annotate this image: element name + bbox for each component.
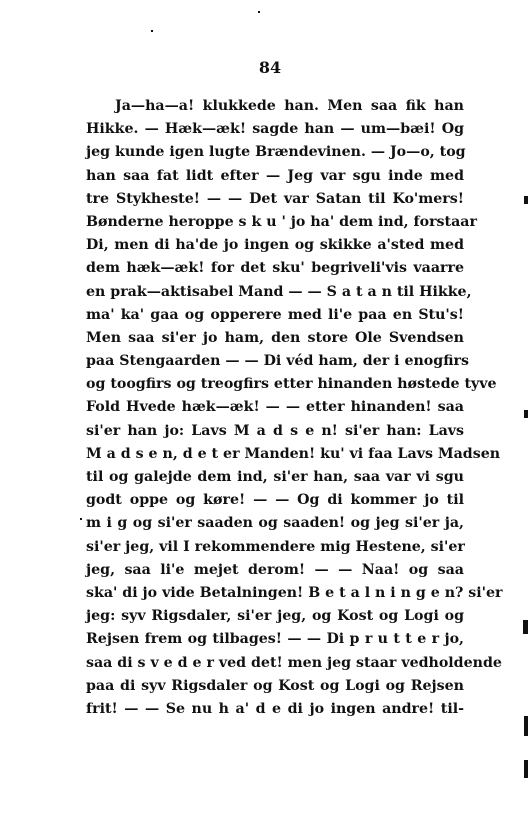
text-line: Rejsen frem og tilbages! — — Di p r u t t e r jo, xyxy=(86,631,464,648)
edge-mark xyxy=(523,620,528,634)
text-line: han saa fat lidt efter — Jeg var sgu inde med xyxy=(86,167,464,184)
text-line: ska' di jo vide Betalningen! B e t a l n i n g e n? si'er xyxy=(86,584,503,601)
text-line: Men saa si'er jo ham, den store Ole Svendsen xyxy=(86,329,464,346)
text-line: jeg kunde igen lugte Brændevinen. — Jo—o, tog xyxy=(86,144,466,161)
text-line: tre Stykheste! — — Det var Satan til Ko'mers! xyxy=(86,190,464,207)
edge-mark xyxy=(524,196,528,204)
text-line: dem hæk—æk! for det sku' begriveli'vis vaarre xyxy=(86,260,464,277)
text-line: Hikke. — Hæk—æk! sagde han — um—bæi! Og xyxy=(86,121,464,138)
text-line: m i g og si'er saaden og saaden! og jeg si'er ja, xyxy=(86,515,464,532)
text-line: jeg, saa li'e mejet derom! — — Naa! og saa xyxy=(86,561,464,578)
text-line: jeg: syv Rigsdaler, si'er jeg, og Kost og Logi og xyxy=(86,608,464,625)
page-number: 84 xyxy=(258,58,282,77)
text-line: og toogfirs og treogfirs etter hinanden høstede tyve xyxy=(86,376,497,393)
text-line: saa di s v e d e r ved det! men jeg staar vedholdende xyxy=(86,654,502,671)
text-line: Di, men di ha'de jo ingen og skikke a'sted med xyxy=(86,237,464,254)
edge-mark xyxy=(524,410,528,418)
text-line: godt oppe og køre! — — Og di kommer jo til xyxy=(86,492,464,509)
text-line: Bønderne heroppe s k u ' jo ha' dem ind, forstaar xyxy=(86,213,477,230)
text-line: frit! — — Se nu h a' d e di jo ingen andre! til- xyxy=(86,700,464,717)
text-line: si'er han jo: Lavs M a d s e n! si'er han: Lavs xyxy=(86,422,464,439)
text-line: paa Stengaarden — — Di véd ham, der i enogfirs xyxy=(86,353,469,370)
edge-mark xyxy=(524,760,528,778)
text-line: paa di syv Rigsdaler og Kost og Logi og Rejsen xyxy=(86,677,464,694)
text-line: en prak—aktisabel Mand — — S a t a n til Hikke, xyxy=(86,283,472,300)
text-line: si'er jeg, vil I rekommendere mig Hestene, si'er xyxy=(86,538,465,555)
text-line: til og galejde dem ind, si'er han, saa var vi sgu xyxy=(86,469,464,485)
speck-mark xyxy=(80,518,82,520)
text-line: ma' ka' gaa og opperere med li'e paa en Stu's! xyxy=(86,306,464,323)
text-line: Fold Hvede hæk—æk! — — etter hinanden! saa xyxy=(86,399,464,416)
text-line: Ja—ha—a! klukkede han. Men saa fik han xyxy=(115,98,464,114)
speck-mark xyxy=(151,30,153,32)
speck-mark xyxy=(258,11,260,13)
edge-mark xyxy=(524,716,528,736)
text-line: M a d s e n, d e t er Manden! ku' vi faa Lavs Madsen xyxy=(86,445,501,462)
body-text xyxy=(86,95,503,721)
